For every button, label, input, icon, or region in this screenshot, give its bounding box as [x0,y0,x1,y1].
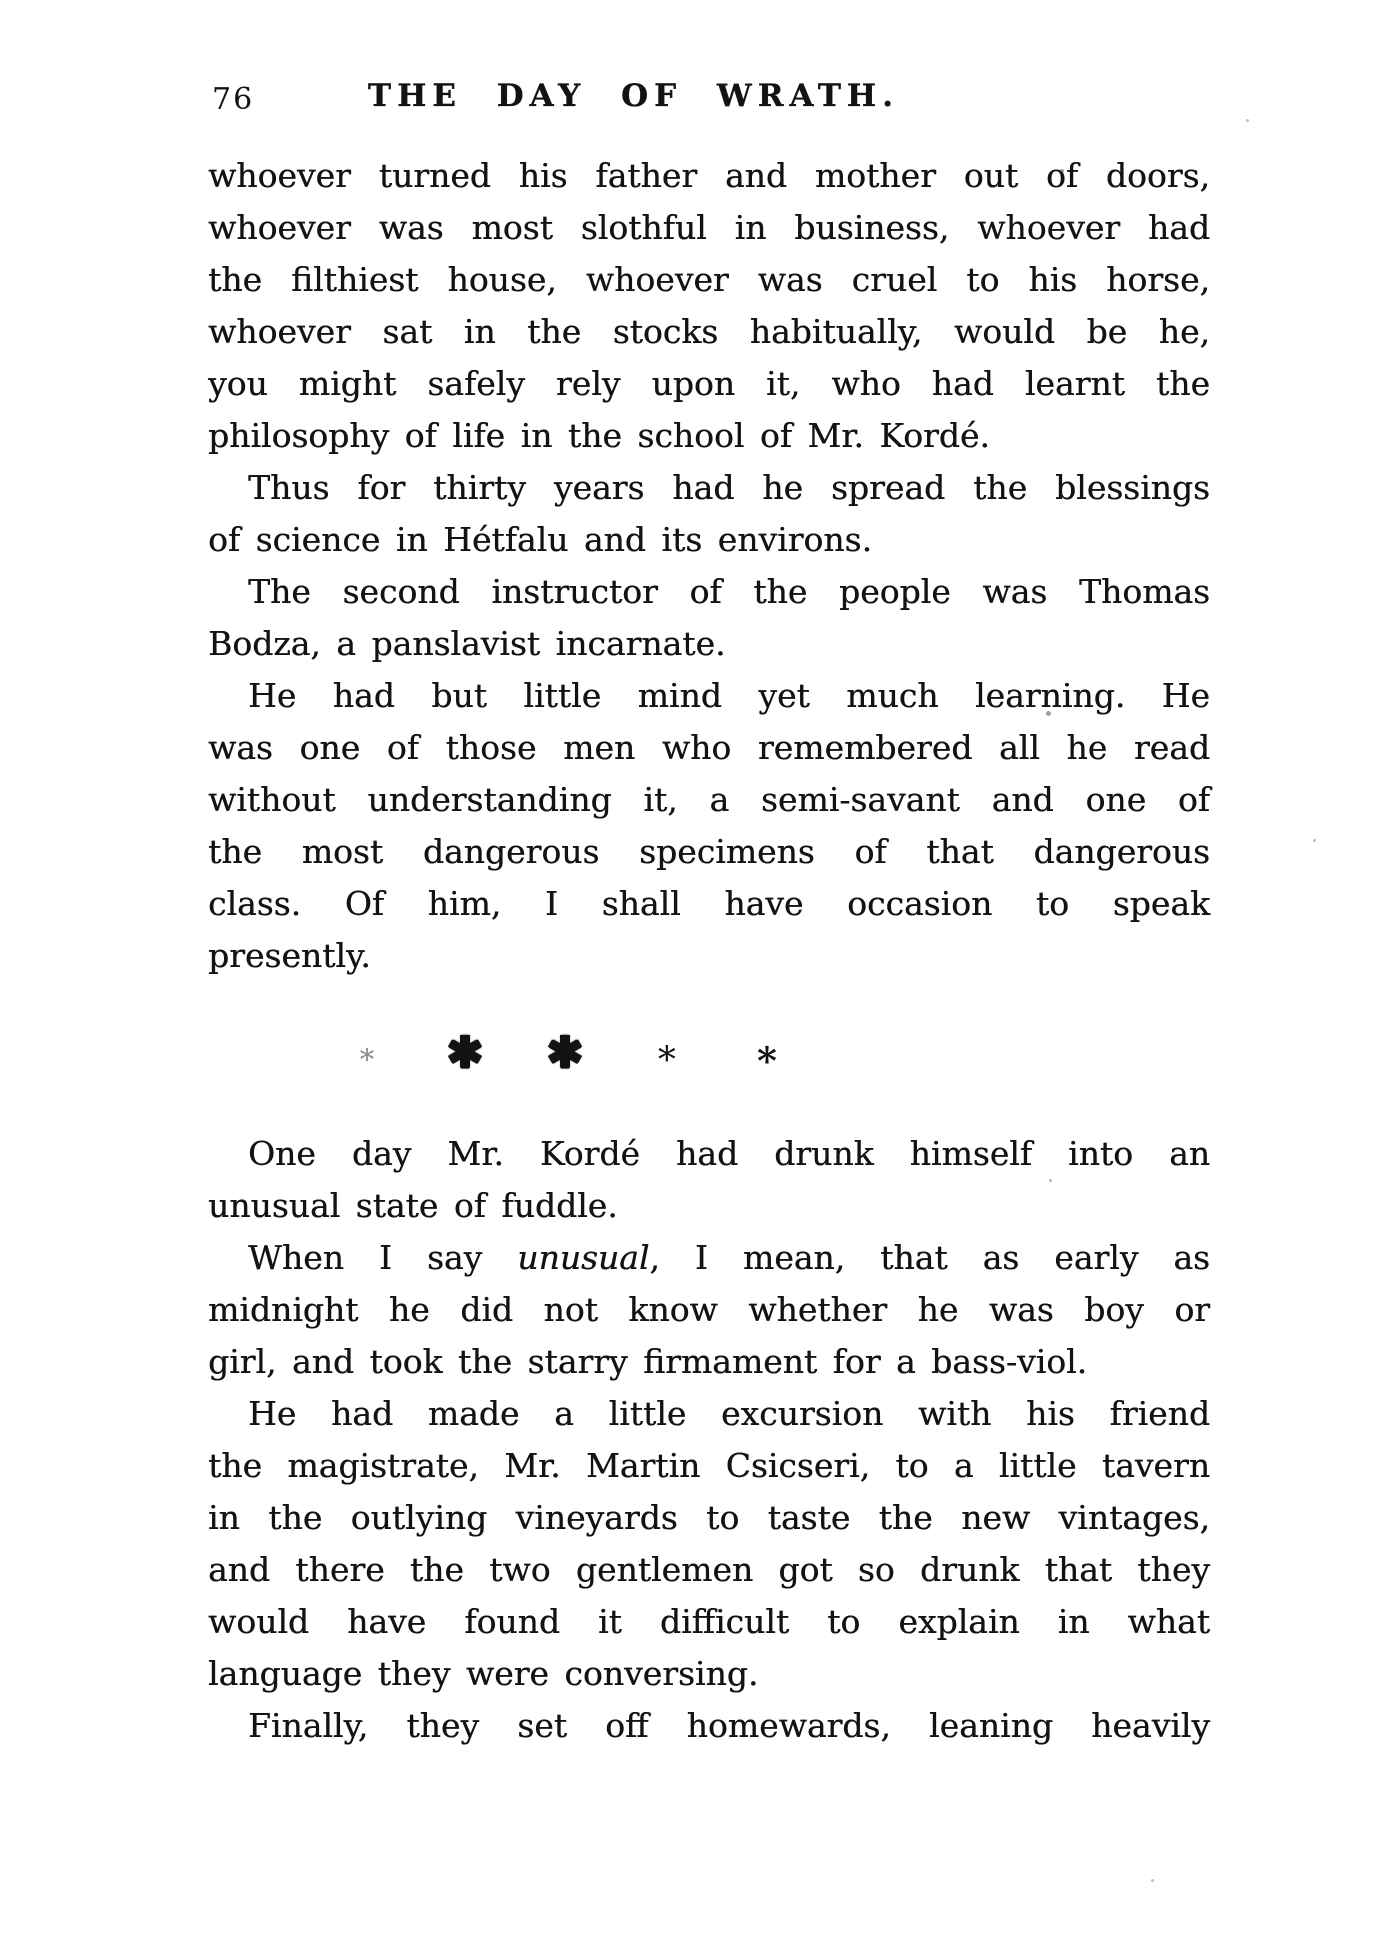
paragraph [208,1128,1210,1232]
text-line: presently. [208,936,371,975]
text-line: language they were conversing. [208,1654,759,1693]
text-line: class. Of him, I shall have occasion to speak [208,884,1210,923]
scan-speck [1049,1179,1052,1182]
text-block [208,150,1210,1752]
scan-speck [1046,711,1051,716]
text-line: Thus for thirty years had he spread the blessings [248,468,1210,507]
asterisk-glyph: ✱ [446,1027,484,1078]
scan-speck [1313,839,1316,842]
text-line: philosophy of life in the school of Mr. Kordé. [208,416,990,455]
asterisk-separator [208,982,1210,1128]
text-line: in the outlying vineyards to taste the new vintages, [208,1498,1210,1537]
asterisk-glyph: ∗ [654,1032,680,1074]
text-line: One day Mr. Kordé had drunk himself into an [248,1134,1210,1173]
paragraph [208,1700,1210,1752]
text-line: the most dangerous specimens of that dangerous [208,832,1210,871]
text-line: He had made a little excursion with his friend [248,1394,1210,1433]
text-line: girl, and took the starry firmament for a bass-viol. [208,1342,1088,1381]
text-line: Bodza, a panslavist incarnate. [208,624,726,663]
text-line: He had but little mind yet much learning. He [248,676,1210,715]
asterisk-glyph: ∗ [753,1030,781,1076]
text-line: the filthiest house, whoever was cruel to his horse, [208,260,1210,299]
asterisk-glyph: ✱ [546,1027,584,1078]
paragraph [208,462,1210,566]
text-line: unusual state of fuddle. [208,1186,618,1225]
text-line: without understanding it, a semi-savant and one of [208,780,1210,819]
scan-speck [1060,169,1064,173]
paragraph [208,150,1210,462]
text-line: of science in Hétfalu and its environs. [208,520,872,559]
text-line: you might safely rely upon it, who had learnt the [208,364,1210,403]
paragraph [208,1388,1210,1700]
text-line: midnight he did not know whether he was boy or [208,1290,1210,1329]
text-line: would have found it difficult to explain in what [208,1602,1210,1641]
text-line: whoever turned his father and mother out of doors, [208,156,1210,195]
paragraph [208,670,1210,982]
scan-speck [825,1512,828,1515]
page-title: THE DAY OF WRATH. [368,78,899,114]
text-line: whoever was most slothful in business, whoever had [208,208,1210,247]
paragraph [208,1232,1210,1388]
italic-text: unusual [517,1238,650,1277]
scan-speck [1151,1879,1154,1882]
text-line: and there the two gentlemen got so drunk that they [208,1550,1210,1589]
page-number: 76 [212,82,255,117]
text-line: the magistrate, Mr. Martin Csicseri, to a little tavern [208,1446,1210,1485]
paragraph [208,566,1210,670]
text-line: was one of those men who remembered all he read [208,728,1210,767]
scan-speck [1246,119,1249,122]
text-line: When I say unusual, I mean, that as early as [248,1238,1210,1277]
text-line: Finally, they set off homewards, leaning heavily [248,1706,1210,1745]
asterisk-glyph: ∗ [357,1036,377,1071]
running-header [0,76,1382,122]
text-line: whoever sat in the stocks habitually, would be he, [208,312,1210,351]
text-line: The second instructor of the people was Thomas [248,572,1210,611]
